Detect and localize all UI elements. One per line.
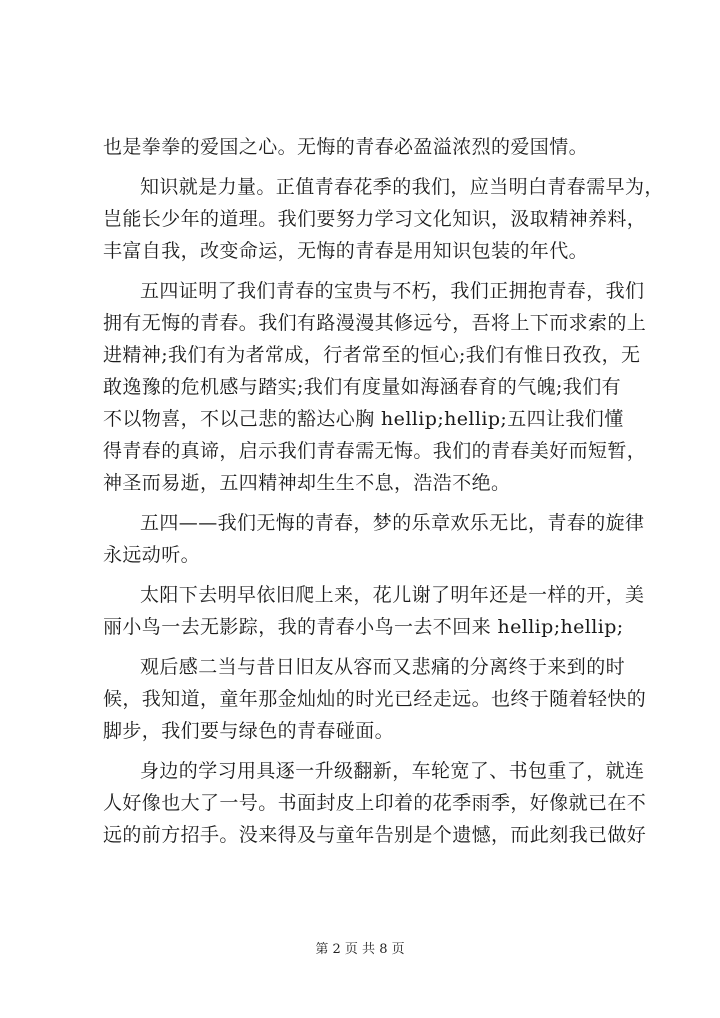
text-line: 永远动听。 xyxy=(103,544,201,566)
text-line: 丰富自我，改变命运，无悔的青春是用知识包装的年代。 xyxy=(103,240,589,262)
paragraph-start-line: 知识就是力量。正值青春花季的我们，应当明白青春需早为， xyxy=(140,176,664,198)
text-line: 进精神;我们有为者常成，行者常至的恒心;我们有惟日孜孜，无 xyxy=(103,344,641,366)
paragraph-start-line: 太阳下去明早依旧爬上来，花儿谢了明年还是一样的开，美 xyxy=(140,584,645,606)
text-line: 候，我知道，童年那金灿灿的时光已经走远。也终于随着轻快的 xyxy=(103,688,647,710)
text-line: 人好像也大了一号。书面封皮上印着的花季雨季，好像就已在不 xyxy=(103,792,647,814)
paragraph-start-line: 五四证明了我们青春的宝贵与不朽，我们正拥抱青春，我们 xyxy=(140,280,645,302)
page-number-footer: 第 2 页 共 8 页 xyxy=(315,942,405,957)
text-line: 得青春的真谛，启示我们青春需无悔。我们的青春美好而短暂， xyxy=(103,440,647,462)
text-line: 拥有无悔的青春。我们有路漫漫其修远兮，吾将上下而求索的上 xyxy=(103,312,647,334)
text-line: 神圣而易逝，五四精神却生生不息，浩浩不绝。 xyxy=(103,472,511,494)
text-line: 脚步，我们要与绿色的青春碰面。 xyxy=(103,720,395,742)
text-line: 远的前方招手。没来得及与童年告别是个遗憾，而此刻我已做好 xyxy=(103,824,647,846)
text-line: 不以物喜，不以己悲的豁达心胸 hellip;hellip;五四让我们懂 xyxy=(103,408,624,430)
paragraph-start-line: 五四——我们无悔的青春，梦的乐章欢乐无比，青春的旋律 xyxy=(140,512,645,534)
text-line: 也是拳拳的爱国之心。无悔的青春必盈溢浓烈的爱国情。 xyxy=(103,136,589,158)
text-line: 丽小鸟一去无影踪，我的青春小鸟一去不回来 hellip;hellip; xyxy=(103,616,624,638)
text-line: 岂能长少年的道理。我们要努力学习文化知识，汲取精神养料， xyxy=(103,208,647,230)
paragraph-start-line: 观后感二当与昔日旧友从容而又悲痛的分离终于来到的时 xyxy=(140,656,626,678)
text-line: 敢逸豫的危机感与踏实;我们有度量如海涵春育的气魄;我们有 xyxy=(103,376,622,398)
paragraph-start-line: 身边的学习用具逐一升级翻新，车轮宽了、书包重了，就连 xyxy=(140,760,645,782)
document-body xyxy=(103,131,664,851)
